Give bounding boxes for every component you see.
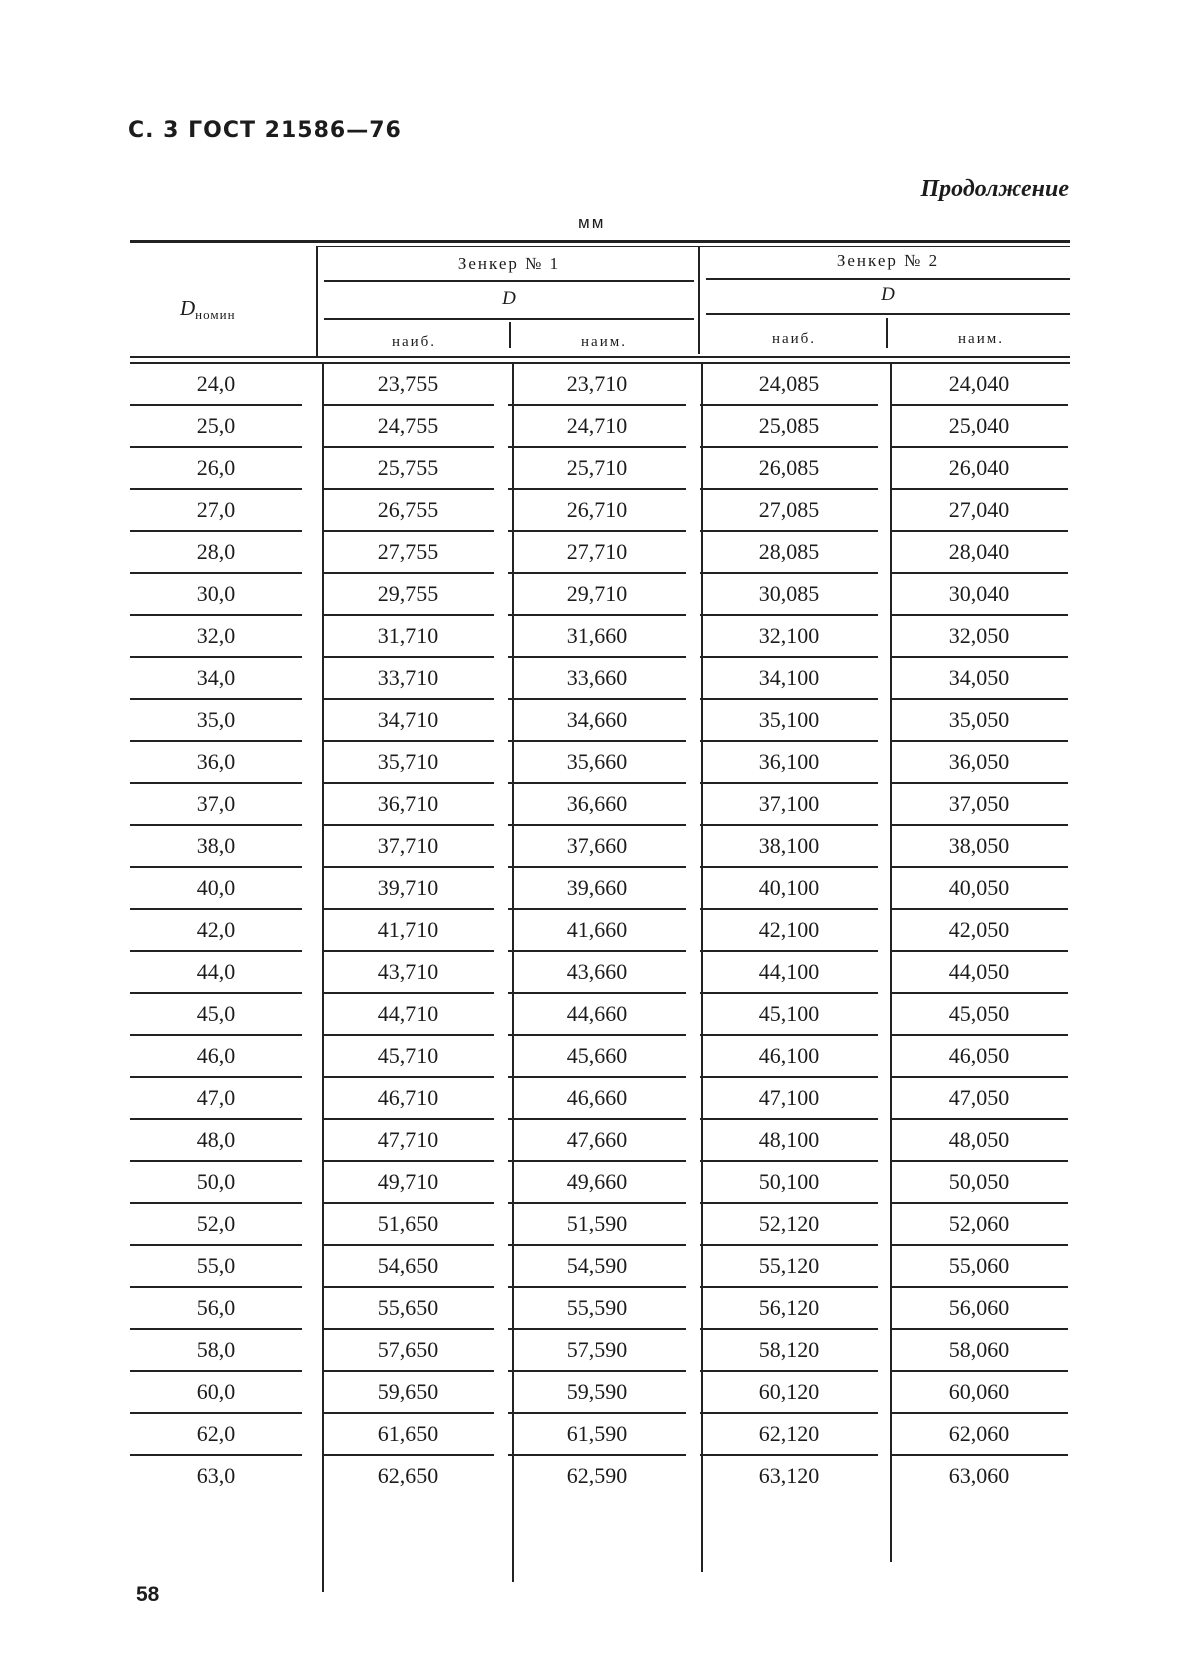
nominal-cell: 55,0	[130, 1246, 302, 1288]
header-bottom-rule	[130, 356, 1070, 358]
z1-max-cell: 24,755	[322, 406, 494, 448]
table-row	[130, 658, 1070, 700]
z2-max-cell: 38,100	[700, 826, 878, 868]
z1-min-cell: 49,660	[508, 1162, 686, 1204]
table-row	[130, 1246, 1070, 1288]
z2-min-cell: 25,040	[890, 406, 1068, 448]
table-row	[130, 532, 1070, 574]
z1-min-cell: 39,660	[508, 868, 686, 910]
z2-max-cell: 24,085	[700, 364, 878, 406]
z1-max-cell: 57,650	[322, 1330, 494, 1372]
g2-d-rule	[706, 313, 1070, 315]
z2-max-cell: 48,100	[700, 1120, 878, 1162]
group1-min-label: наим.	[581, 334, 627, 350]
z1-max-cell: 29,755	[322, 574, 494, 616]
nominal-cell: 42,0	[130, 910, 302, 952]
z2-min-cell: 60,060	[890, 1372, 1068, 1414]
z2-max-cell: 37,100	[700, 784, 878, 826]
group1-title: Зенкер № 1	[457, 254, 561, 273]
z2-min-cell: 47,050	[890, 1078, 1068, 1120]
z1-max-cell: 61,650	[322, 1414, 494, 1456]
header-divider-g2-sub	[886, 318, 888, 348]
page-reference: С. 3 ГОСТ 21586—76	[128, 118, 402, 143]
nominal-cell: 52,0	[130, 1204, 302, 1246]
z2-min-cell: 38,050	[890, 826, 1068, 868]
table-top-rule	[130, 240, 1070, 243]
z1-max-cell: 37,710	[322, 826, 494, 868]
z2-max-cell: 52,120	[700, 1204, 878, 1246]
z1-min-cell: 37,660	[508, 826, 686, 868]
z2-max-cell: 40,100	[700, 868, 878, 910]
z2-min-cell: 42,050	[890, 910, 1068, 952]
z1-min-cell: 35,660	[508, 742, 686, 784]
units-label: мм	[578, 213, 606, 232]
z2-max-cell: 27,085	[700, 490, 878, 532]
nominal-cell: 28,0	[130, 532, 302, 574]
z1-min-cell: 55,590	[508, 1288, 686, 1330]
z2-min-cell: 48,050	[890, 1120, 1068, 1162]
z1-min-cell: 44,660	[508, 994, 686, 1036]
z2-max-cell: 35,100	[700, 700, 878, 742]
z1-min-cell: 41,660	[508, 910, 686, 952]
nominal-cell: 50,0	[130, 1162, 302, 1204]
table-row	[130, 952, 1070, 994]
z1-min-cell: 62,590	[566, 1463, 628, 1488]
z2-min-cell: 35,050	[890, 700, 1068, 742]
z1-max-cell: 34,710	[322, 700, 494, 742]
nominal-cell: 27,0	[130, 490, 302, 532]
table-row	[130, 1330, 1070, 1372]
z2-min-cell: 40,050	[890, 868, 1068, 910]
nominal-cell: 46,0	[130, 1036, 302, 1078]
z1-max-cell: 33,710	[322, 658, 494, 700]
z2-max-cell: 25,085	[700, 406, 878, 448]
z2-min-cell: 63,060	[948, 1463, 1010, 1488]
z2-min-cell: 26,040	[890, 448, 1068, 490]
table-top-rule-2	[318, 246, 1070, 247]
nominal-diameter-header	[180, 296, 236, 323]
table-row	[130, 1414, 1070, 1456]
nominal-cell: 26,0	[130, 448, 302, 490]
z2-min-cell: 45,050	[890, 994, 1068, 1036]
z1-min-cell: 51,590	[508, 1204, 686, 1246]
table-row	[130, 1288, 1070, 1330]
g1-title-rule	[324, 280, 694, 282]
g2-title-rule	[706, 278, 1070, 280]
z1-max-cell: 47,710	[322, 1120, 494, 1162]
nominal-cell: 44,0	[130, 952, 302, 994]
z2-max-cell: 58,120	[700, 1330, 878, 1372]
z2-min-cell: 50,050	[890, 1162, 1068, 1204]
header-divider-groups	[698, 246, 700, 354]
z1-min-cell: 36,660	[508, 784, 686, 826]
z2-min-cell: 34,050	[890, 658, 1068, 700]
nominal-cell: 24,0	[130, 364, 302, 406]
z2-max-cell: 32,100	[700, 616, 878, 658]
z1-min-cell: 33,660	[508, 658, 686, 700]
table-row	[130, 364, 1070, 406]
z2-max-cell: 30,085	[700, 574, 878, 616]
group1-d-label: D	[502, 288, 516, 309]
z1-max-cell: 41,710	[322, 910, 494, 952]
nominal-cell: 62,0	[130, 1414, 302, 1456]
table-row	[130, 574, 1070, 616]
z1-min-cell: 26,710	[508, 490, 686, 532]
group1-max-label: наиб.	[391, 334, 437, 350]
nominal-cell: 36,0	[130, 742, 302, 784]
z2-min-cell: 56,060	[890, 1288, 1068, 1330]
z1-min-cell: 27,710	[508, 532, 686, 574]
z1-max-cell: 62,650	[377, 1463, 439, 1488]
z1-min-cell: 31,660	[508, 616, 686, 658]
z2-min-cell: 36,050	[890, 742, 1068, 784]
table-row	[130, 1372, 1070, 1414]
z1-min-cell: 54,590	[508, 1246, 686, 1288]
table-row	[130, 784, 1070, 826]
header-divider-nominal	[316, 246, 318, 358]
z2-max-cell: 34,100	[700, 658, 878, 700]
z2-max-cell: 62,120	[700, 1414, 878, 1456]
z1-min-cell: 25,710	[508, 448, 686, 490]
z1-min-cell: 43,660	[508, 952, 686, 994]
z1-max-cell: 46,710	[322, 1078, 494, 1120]
z2-max-cell: 42,100	[700, 910, 878, 952]
z1-max-cell: 51,650	[322, 1204, 494, 1246]
z1-min-cell: 45,660	[508, 1036, 686, 1078]
nominal-diameter-symbol: D	[180, 296, 196, 320]
header-divider-g1-sub	[509, 322, 511, 348]
nominal-cell: 37,0	[130, 784, 302, 826]
table-row	[130, 1078, 1070, 1120]
z1-max-cell: 25,755	[322, 448, 494, 490]
z2-max-cell: 60,120	[700, 1372, 878, 1414]
table-row	[130, 994, 1070, 1036]
z2-max-cell: 47,100	[700, 1078, 878, 1120]
z2-min-cell: 32,050	[890, 616, 1068, 658]
nominal-cell: 40,0	[130, 868, 302, 910]
z1-min-cell: 46,660	[508, 1078, 686, 1120]
z1-max-cell: 27,755	[322, 532, 494, 574]
table-row	[130, 448, 1070, 490]
nominal-cell: 38,0	[130, 826, 302, 868]
z2-max-cell: 63,120	[758, 1463, 820, 1488]
z1-max-cell: 36,710	[322, 784, 494, 826]
z2-min-cell: 37,050	[890, 784, 1068, 826]
table-row	[130, 826, 1070, 868]
z1-max-cell: 23,755	[322, 364, 494, 406]
z2-min-cell: 24,040	[890, 364, 1068, 406]
nominal-diameter-subscript: номин	[195, 307, 236, 322]
nominal-cell: 45,0	[130, 994, 302, 1036]
z1-max-cell: 43,710	[322, 952, 494, 994]
nominal-cell: 63,0	[196, 1463, 236, 1488]
z1-min-cell: 34,660	[508, 700, 686, 742]
z2-max-cell: 36,100	[700, 742, 878, 784]
z1-max-cell: 39,710	[322, 868, 494, 910]
z2-min-cell: 44,050	[890, 952, 1068, 994]
nominal-cell: 48,0	[130, 1120, 302, 1162]
z1-min-cell: 47,660	[508, 1120, 686, 1162]
table-row	[130, 1162, 1070, 1204]
table-row	[130, 910, 1070, 952]
z1-min-cell: 59,590	[508, 1372, 686, 1414]
group2-title: Зенкер № 2	[836, 251, 940, 270]
nominal-cell: 30,0	[130, 574, 302, 616]
nominal-cell: 25,0	[130, 406, 302, 448]
table-row	[130, 490, 1070, 532]
z1-max-cell: 44,710	[322, 994, 494, 1036]
nominal-cell: 47,0	[130, 1078, 302, 1120]
table-row	[130, 1036, 1070, 1078]
table-row	[130, 1120, 1070, 1162]
nominal-cell: 35,0	[130, 700, 302, 742]
table-row	[130, 742, 1070, 784]
z2-max-cell: 44,100	[700, 952, 878, 994]
z2-min-cell: 46,050	[890, 1036, 1068, 1078]
z1-max-cell: 31,710	[322, 616, 494, 658]
z2-max-cell: 45,100	[700, 994, 878, 1036]
z2-max-cell: 28,085	[700, 532, 878, 574]
z1-max-cell: 55,650	[322, 1288, 494, 1330]
z2-min-cell: 30,040	[890, 574, 1068, 616]
z1-max-cell: 54,650	[322, 1246, 494, 1288]
table-row	[130, 1456, 1070, 1498]
z1-max-cell: 26,755	[322, 490, 494, 532]
page-number: 58	[136, 1583, 160, 1606]
z2-min-cell: 27,040	[890, 490, 1068, 532]
nominal-cell: 56,0	[130, 1288, 302, 1330]
g1-d-rule	[324, 318, 694, 320]
nominal-cell: 32,0	[130, 616, 302, 658]
z2-max-cell: 56,120	[700, 1288, 878, 1330]
table-row	[130, 868, 1070, 910]
group2-d-label: D	[881, 284, 895, 305]
z2-min-cell: 52,060	[890, 1204, 1068, 1246]
z2-max-cell: 55,120	[700, 1246, 878, 1288]
z2-max-cell: 26,085	[700, 448, 878, 490]
z2-max-cell: 46,100	[700, 1036, 878, 1078]
z1-min-cell: 23,710	[508, 364, 686, 406]
z1-max-cell: 45,710	[322, 1036, 494, 1078]
table-row	[130, 700, 1070, 742]
nominal-cell: 34,0	[130, 658, 302, 700]
z2-min-cell: 28,040	[890, 532, 1068, 574]
z2-max-cell: 50,100	[700, 1162, 878, 1204]
z2-min-cell: 55,060	[890, 1246, 1068, 1288]
z1-max-cell: 49,710	[322, 1162, 494, 1204]
group2-max-label: наиб.	[771, 331, 817, 347]
continuation-label: Продолжение	[920, 176, 1069, 202]
z1-min-cell: 61,590	[508, 1414, 686, 1456]
nominal-cell: 58,0	[130, 1330, 302, 1372]
z1-max-cell: 35,710	[322, 742, 494, 784]
nominal-cell: 60,0	[130, 1372, 302, 1414]
group2-min-label: наим.	[958, 331, 1004, 347]
z1-min-cell: 24,710	[508, 406, 686, 448]
table-row	[130, 616, 1070, 658]
table-row	[130, 1204, 1070, 1246]
table-body	[130, 364, 1070, 1498]
table-row	[130, 406, 1070, 448]
z1-max-cell: 59,650	[322, 1372, 494, 1414]
z1-min-cell: 29,710	[508, 574, 686, 616]
z2-min-cell: 62,060	[890, 1414, 1068, 1456]
z2-min-cell: 58,060	[890, 1330, 1068, 1372]
z1-min-cell: 57,590	[508, 1330, 686, 1372]
